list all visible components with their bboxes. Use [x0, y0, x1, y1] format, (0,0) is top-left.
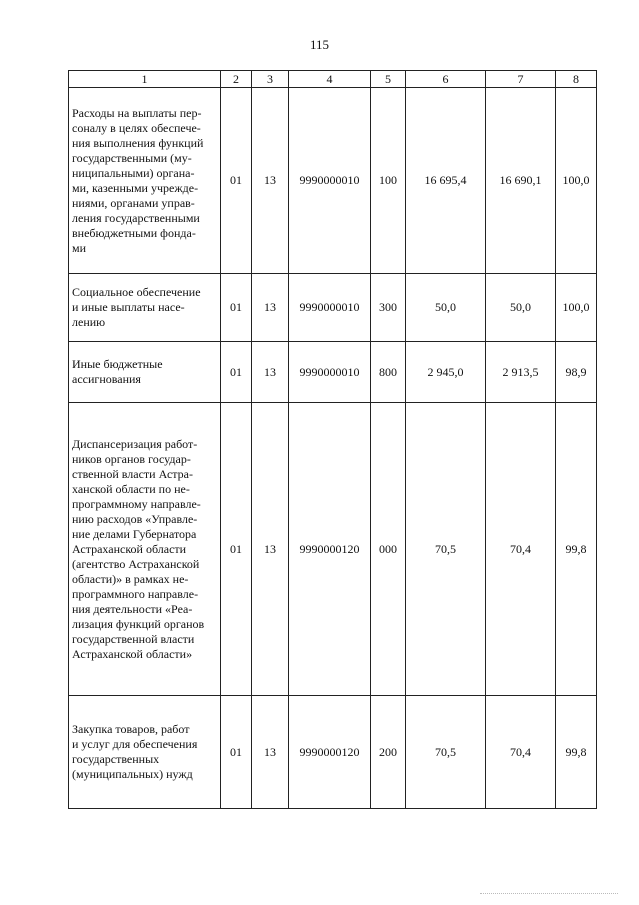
table-row — [69, 403, 597, 696]
cell-target-code: 9990000120 — [289, 403, 371, 696]
table-row — [69, 696, 597, 809]
cell-target-code: 9990000010 — [289, 274, 371, 342]
cell-target-code: 9990000120 — [289, 696, 371, 809]
cell-actual: 16 690,1 — [486, 88, 556, 274]
cell-subsection: 13 — [252, 274, 289, 342]
row-description-text: Социальное обеспечение и иные выплаты насе- лению — [72, 285, 201, 329]
row-description-text: Диспансеризация работ- ников органов государ- ственной власти Астра- ханской области по не- программному направле- нию расходов «Управле- ние делами Губернатора Астраханской области (агентство Астраханской области)» в рамках не- программного направле- ния деятельности «Реа- лизация функций органов государственной власти Астраханской области» — [72, 436, 205, 661]
cell-section: 01 — [221, 403, 252, 696]
cell-section: 01 — [221, 342, 252, 403]
cell-actual: 70,4 — [486, 696, 556, 809]
row-description — [69, 403, 221, 696]
column-header: 5 — [371, 71, 406, 88]
column-header: 6 — [406, 71, 486, 88]
column-header: 4 — [289, 71, 371, 88]
budget-table — [68, 70, 597, 809]
cell-section: 01 — [221, 696, 252, 809]
row-description-text: Иные бюджетные ассигнования — [72, 357, 163, 386]
cell-subsection: 13 — [252, 696, 289, 809]
cell-planned: 50,0 — [406, 274, 486, 342]
cell-expense-type: 100 — [371, 88, 406, 274]
cell-target-code: 9990000010 — [289, 342, 371, 403]
column-header: 2 — [221, 71, 252, 88]
cell-section: 01 — [221, 274, 252, 342]
cell-percent: 99,8 — [556, 696, 597, 809]
page-number: 115 — [309, 37, 330, 52]
cell-planned: 16 695,4 — [406, 88, 486, 274]
cell-percent: 100,0 — [556, 274, 597, 342]
column-header: 3 — [252, 71, 289, 88]
column-header: 8 — [556, 71, 597, 88]
row-description — [69, 342, 221, 403]
cell-actual: 2 913,5 — [486, 342, 556, 403]
cell-subsection: 13 — [252, 403, 289, 696]
cell-target-code: 9990000010 — [289, 88, 371, 274]
table-row — [69, 274, 597, 342]
row-description-text: Расходы на выплаты пер- соналу в целях обеспече- ния выполнения функций государственными (му- ниципальными) органа- ми, казенными учрежде- ниями, органами управ- ления государственными внебюджетными фонда- ми — [72, 105, 204, 255]
cell-section: 01 — [221, 88, 252, 274]
row-description — [69, 88, 221, 274]
cell-percent: 100,0 — [556, 88, 597, 274]
footer-scan-mark — [480, 893, 618, 895]
column-header: 7 — [486, 71, 556, 88]
cell-expense-type: 800 — [371, 342, 406, 403]
cell-actual: 50,0 — [486, 274, 556, 342]
cell-expense-type: 200 — [371, 696, 406, 809]
header-row — [69, 71, 597, 88]
row-description-text: Закупка товаров, работ и услуг для обеспечения государственных (муниципальных) нужд — [72, 722, 198, 781]
cell-subsection: 13 — [252, 342, 289, 403]
cell-expense-type: 000 — [371, 403, 406, 696]
cell-subsection: 13 — [252, 88, 289, 274]
row-description — [69, 274, 221, 342]
cell-expense-type: 300 — [371, 274, 406, 342]
cell-planned: 70,5 — [406, 696, 486, 809]
cell-actual: 70,4 — [486, 403, 556, 696]
table-row — [69, 342, 597, 403]
cell-percent: 99,8 — [556, 403, 597, 696]
cell-percent: 98,9 — [556, 342, 597, 403]
cell-planned: 70,5 — [406, 403, 486, 696]
row-description — [69, 696, 221, 809]
cell-planned: 2 945,0 — [406, 342, 486, 403]
column-header: 1 — [69, 71, 221, 88]
table-row — [69, 88, 597, 274]
